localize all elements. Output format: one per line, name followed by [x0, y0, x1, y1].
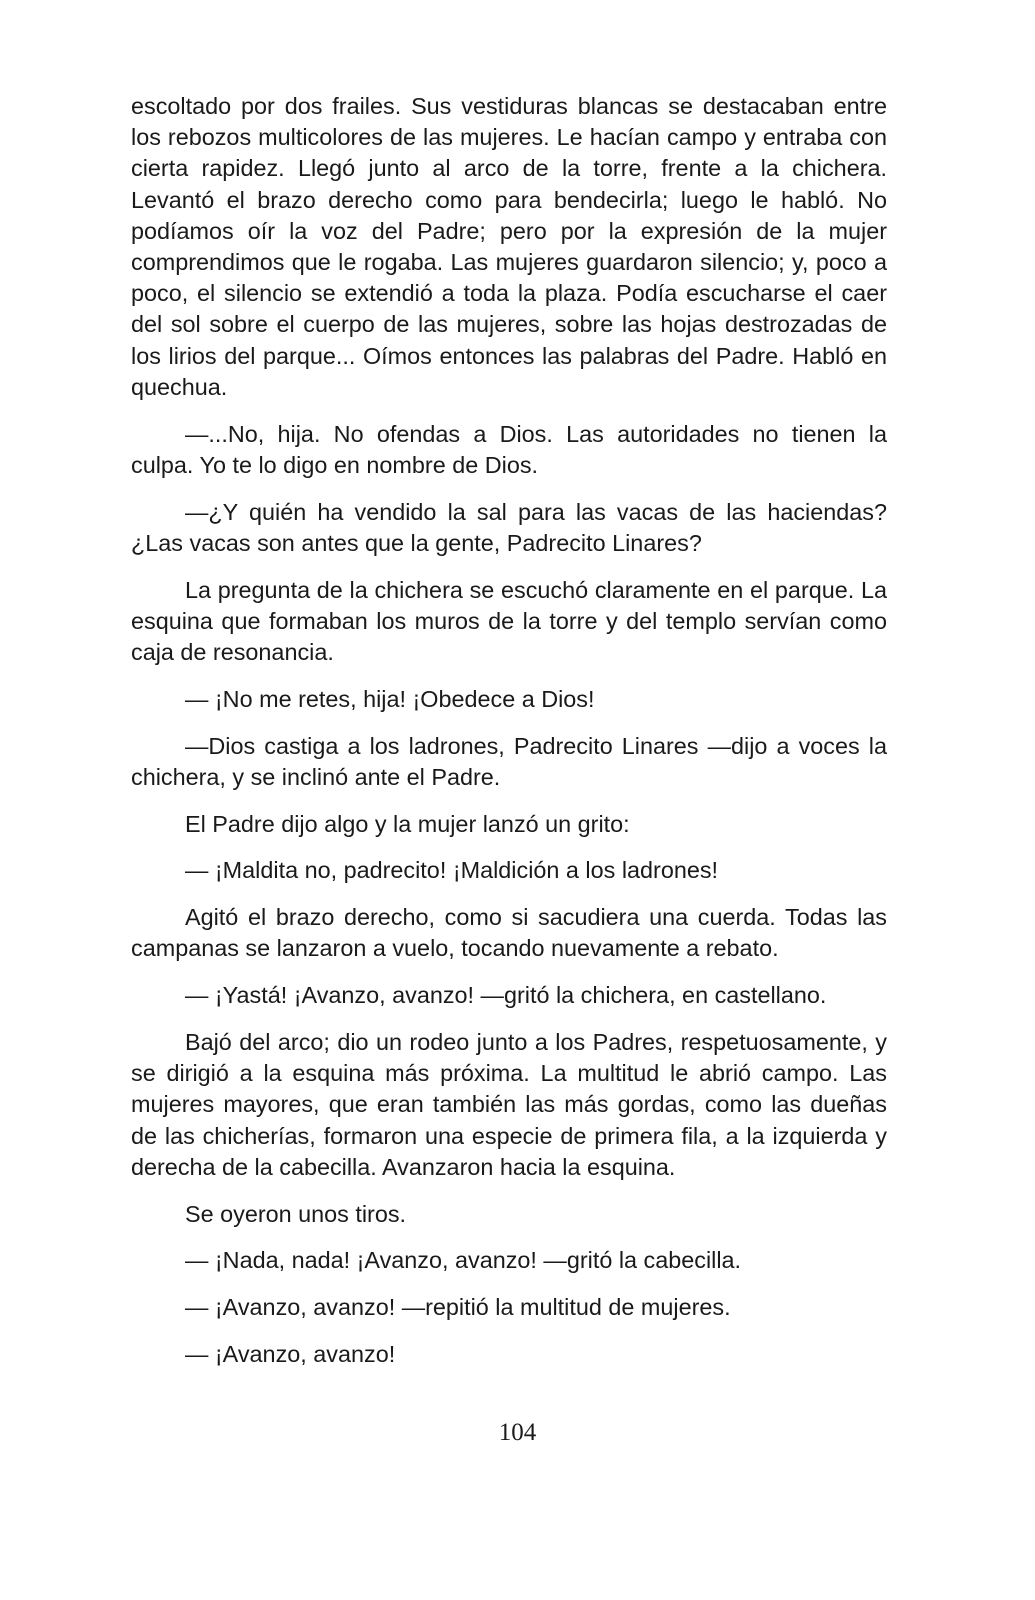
paragraph-14: — ¡Avanzo, avanzo! —repitió la multitud de mujeres. — [185, 1294, 731, 1321]
paragraph-5: — ¡No me retes, hija! ¡Obedece a Dios! — [185, 685, 595, 712]
paragraph-2: —...No, hija. No ofendas a Dios. Las autoridades no tienen la culpa. Yo te lo digo en nombre de Dios. — [131, 420, 887, 478]
page-body — [131, 91, 887, 1386]
paragraph-4: La pregunta de la chichera se escuchó claramente en el parque. La esquina que formaban los muros de la torre y del templo servían como caja de resonancia. — [131, 576, 887, 666]
page-number: 104 — [498, 1419, 537, 1446]
paragraph-1: escoltado por dos frailes. Sus vestiduras blancas se destacaban entre los rebozos multicolores de las mujeres. Le hacían campo y entraba con cierta rapidez. Llegó junto al arco de la torre, frente a la chichera. Levantó el brazo derecho como para bendecirla; luego le habló. No podíamos oír la voz del Padre; pero por la expresión de la mujer comprendimos que le rogaba. Las mujeres guardaron silencio; y, poco a poco, el silencio se extendió a toda la plaza. Podía escucharse el caer del sol sobre el cuerpo de las mujeres, sobre las hojas destrozadas de los lirios del parque... Oímos entonces las palabras del Padre. Habló en quechua. — [131, 93, 887, 400]
paragraph-8: — ¡Maldita no, padrecito! ¡Maldición a los ladrones! — [185, 857, 719, 884]
paragraph-15: — ¡Avanzo, avanzo! — [185, 1341, 396, 1368]
paragraph-9: Agitó el brazo derecho, como si sacudiera una cuerda. Todas las campanas se lanzaron a vuelo, tocando nuevamente a rebato. — [131, 904, 887, 962]
paragraph-3: —¿Y quién ha vendido la sal para las vacas de las haciendas? ¿Las vacas son antes que la gente, Padrecito Linares? — [131, 498, 887, 556]
paragraph-12: Se oyeron unos tiros. — [185, 1200, 407, 1227]
paragraph-13: — ¡Nada, nada! ¡Avanzo, avanzo! —gritó la cabecilla. — [185, 1247, 742, 1274]
paragraph-6: —Dios castiga a los ladrones, Padrecito Linares —dijo a voces la chichera, y se inclinó ante el Padre. — [131, 732, 887, 790]
paragraph-7: El Padre dijo algo y la mujer lanzó un grito: — [185, 810, 630, 837]
paragraph-11: Bajó del arco; dio un rodeo junto a los Padres, respetuosamente, y se dirigió a la esquina más próxima. La multitud le abrió campo. Las mujeres mayores, que eran también las más gordas, como las dueñas de las chicherías, formaron una especie de primera fila, a la izquierda y derecha de la cabecilla. Avanzaron hacia la esquina. — [131, 1029, 887, 1180]
paragraph-10: — ¡Yastá! ¡Avanzo, avanzo! —gritó la chichera, en castellano. — [185, 982, 827, 1009]
